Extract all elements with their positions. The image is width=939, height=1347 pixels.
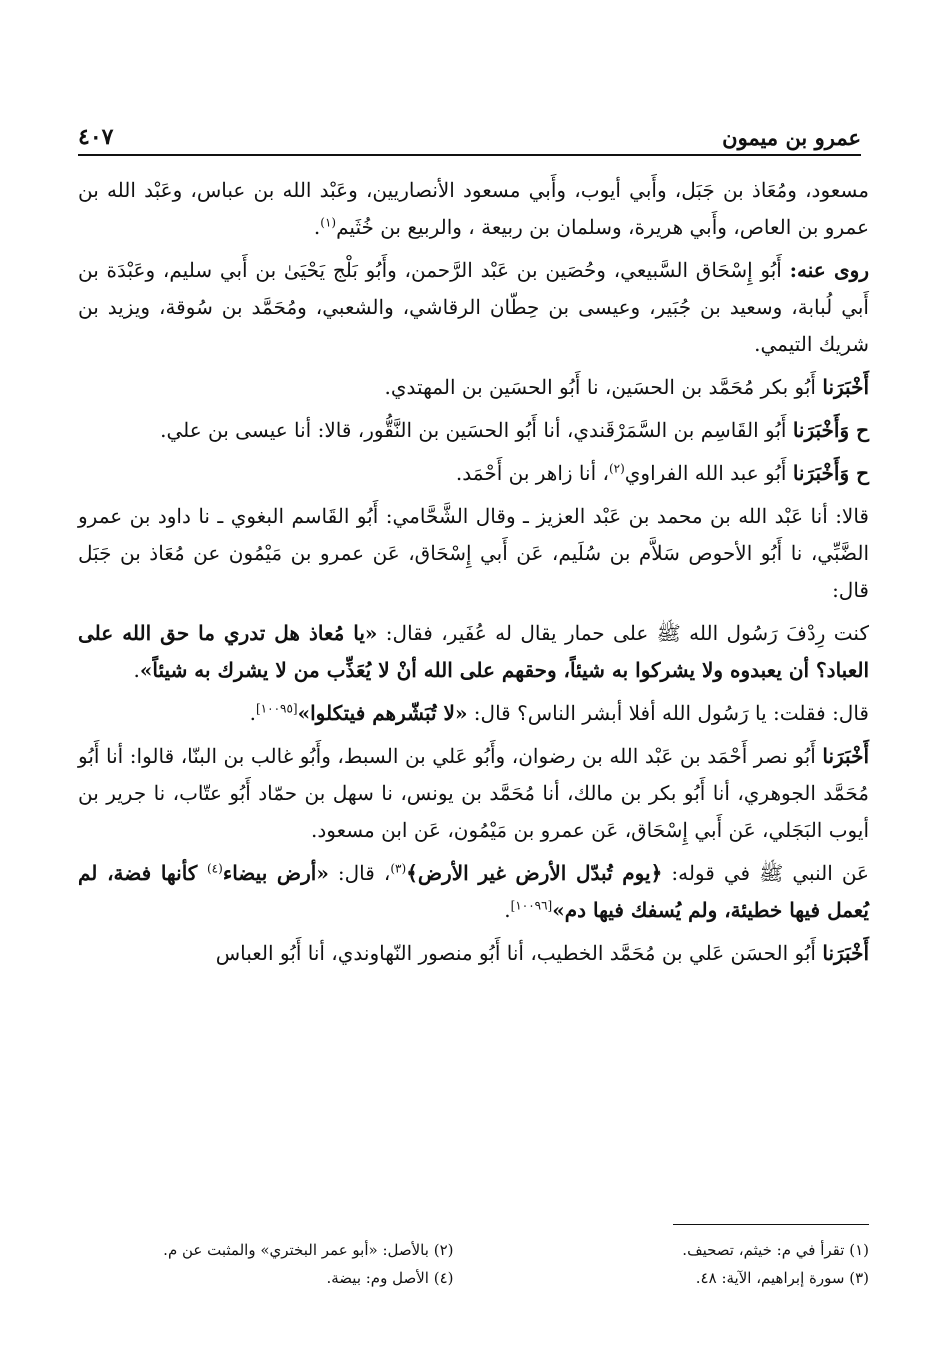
- hadith-text: «لا تُبَشّرهم فيتكلوا»: [297, 701, 468, 725]
- footnote-divider: [673, 1224, 869, 1225]
- footnote-ref: (٤): [206, 861, 223, 876]
- footnote: (٣) سورة إبراهيم، الآية: ٤٨.: [695, 1269, 869, 1287]
- paragraph: أَخْبَرَنا أَبُو نصر أَحْمَد بن عَبْد الله بن رضوان، وأَبُو عَلي بن السبط، وأَبُو غالب بن البنّا، قالوا: أنا أَبُو مُحَمَّد الجوهري، أنا أَبُو بكر بن مالك، أنا مُحَمَّد بن يونس، نا سهل بن حمّاد أَبُو عتّاب، نا جرير بن أيوب البَجَلي، عَن أَبي إِسْحَاق، عَن عمرو بن مَيْمُون، عَن ابن مسعود.: [78, 744, 869, 842]
- footnote: (٢) بالأصل: «أبو عمر البختري» والمثبت عن م.: [163, 1241, 454, 1259]
- paragraph-lead: ح وَأَخْبَرَنا: [792, 461, 869, 485]
- footnote: (٤) الأصل وم: بيضة.: [326, 1269, 454, 1287]
- footnotes: [78, 1236, 869, 1292]
- paragraph: كنت رِدْفَ رَسُول الله ﷺ على حمار يقال له عُفَير، فقال: «يا مُعاذ هل تدري ما حق الله على العباد؟ أن يعبدوه ولا يشركوا به شيئاً، وحقهم على الله أنْ لا يُعَذِّب من لا يشرك به شيئاً».: [78, 621, 869, 682]
- paragraph-lead: أَخْبَرَنا: [822, 744, 869, 768]
- paragraph: مسعود، ومُعَاذ بن جَبَل، وأَبي أيوب، وأَبي مسعود الأنصاريين، وعَبْد الله بن عباس، وعَبْد الله بن عمرو بن العاص، وأَبي هريرة، وسلمان بن ربيعة ، والربيع بن خُثَيم$^{(١)}$.: [78, 178, 869, 239]
- hadith-text: «أرض بيضاء: [222, 861, 329, 885]
- quran-verse: ﴿يوم تُبدّل الأرض غير الأرض﴾: [406, 861, 663, 885]
- page-header: [78, 112, 861, 156]
- paragraph: ح وَأَخْبَرَنا أَبُو القَاسِم بن السَّمَرْقَندي، أنا أَبُو الحسَين بن النَّقُّور، قالا: أنا عيسى بن علي.: [160, 418, 869, 442]
- paragraph-lead: أَخْبَرَنا: [822, 375, 869, 399]
- footnote-ref: (١): [320, 215, 337, 230]
- hadith-text: كأنها فضة، لم يُعمل فيها خطيئة، ولم يُسفك فيها دم»: [78, 861, 869, 922]
- paragraph: قال: فقلت: يا رَسُول الله أفلا أبشر الناس؟ قال: «لا تُبَشّرهم فيتكلوا»[١٠٠٩٥].: [249, 701, 869, 725]
- paragraph: أَخْبَرَنا أَبُو بكر مُحَمَّد بن الحسَين، نا أَبُو الحسَين بن المهتدي.: [384, 375, 869, 399]
- paragraph: ح وَأَخْبَرَنا أَبُو عبد الله الفراوي$^{(٢)}$، أنا زاهر بن أَحْمَد.: [455, 461, 869, 485]
- hadith-number: [١٠٠٩٦]: [510, 898, 553, 913]
- main-text: [78, 172, 869, 978]
- footnote-ref: (٢): [608, 461, 625, 476]
- paragraph-lead: أَخْبَرَنا: [822, 941, 869, 965]
- paragraph: أَخْبَرَنا أَبُو الحسَن عَلي بن مُحَمَّد الخطيب، أنا أَبُو منصور النّهاوندي، أنا أَبُو العباس: [215, 941, 869, 965]
- paragraph-lead: روى عنه:: [789, 258, 869, 282]
- page-number: ٤٠٧: [78, 124, 114, 150]
- hadith-text: «يا مُعاذ هل تدري ما حق الله على العباد؟ أن يعبدوه ولا يشركوا به شيئاً، وحقهم على الله أنْ لا يُعَذِّب من لا يشرك به شيئاً»: [78, 621, 869, 682]
- hadith-number: [١٠٠٩٥]: [255, 701, 298, 716]
- footnote: (١) تقرأ في م: خيثم، تصحيف.: [682, 1241, 869, 1259]
- running-title: عمرو بن ميمون: [722, 125, 861, 150]
- paragraph-lead: ح وَأَخْبَرَنا: [792, 418, 869, 442]
- paragraph: عَن النبي ﷺ في قوله: ﴿يوم تُبدّل الأرض غير الأرض﴾$^{(٣)}$، قال: «أرض بيضاء$^{(٤)}$ كأنها فضة، لم يُعمل فيها خطيئة، ولم يُسفك فيها دم»[١٠٠٩٦].: [78, 861, 869, 922]
- footnote-ref: (٣): [390, 861, 407, 876]
- paragraph: روى عنه: أَبُو إِسْحَاق السَّبيعي، وحُصَين بن عَبْد الرَّحمن، وأَبُو بَلْج يَحْيَىٰ بن أَبي سليم، وعَبْدَة بن أَبي لُبابة، وسعيد بن جُبَير، وعيسى بن حِطّان الرقاشي، والشعبي، ومُحَمَّد بن سُوقة، ويزيد بن شريك التيمي.: [78, 258, 869, 356]
- paragraph: قالا: أنا عَبْد الله بن محمد بن عَبْد العزيز ـ وقال الشَّحَّامي: أَبُو القَاسم البغوي ـ نا داود بن عمرو الضَّبِّي، نا أَبُو الأحوص سَلاَّم بن سُلَيم، عَن أَبي إِسْحَاق، عَن عمرو بن مَيْمُون عن مُعَاذ بن جَبَل قال:: [78, 504, 869, 602]
